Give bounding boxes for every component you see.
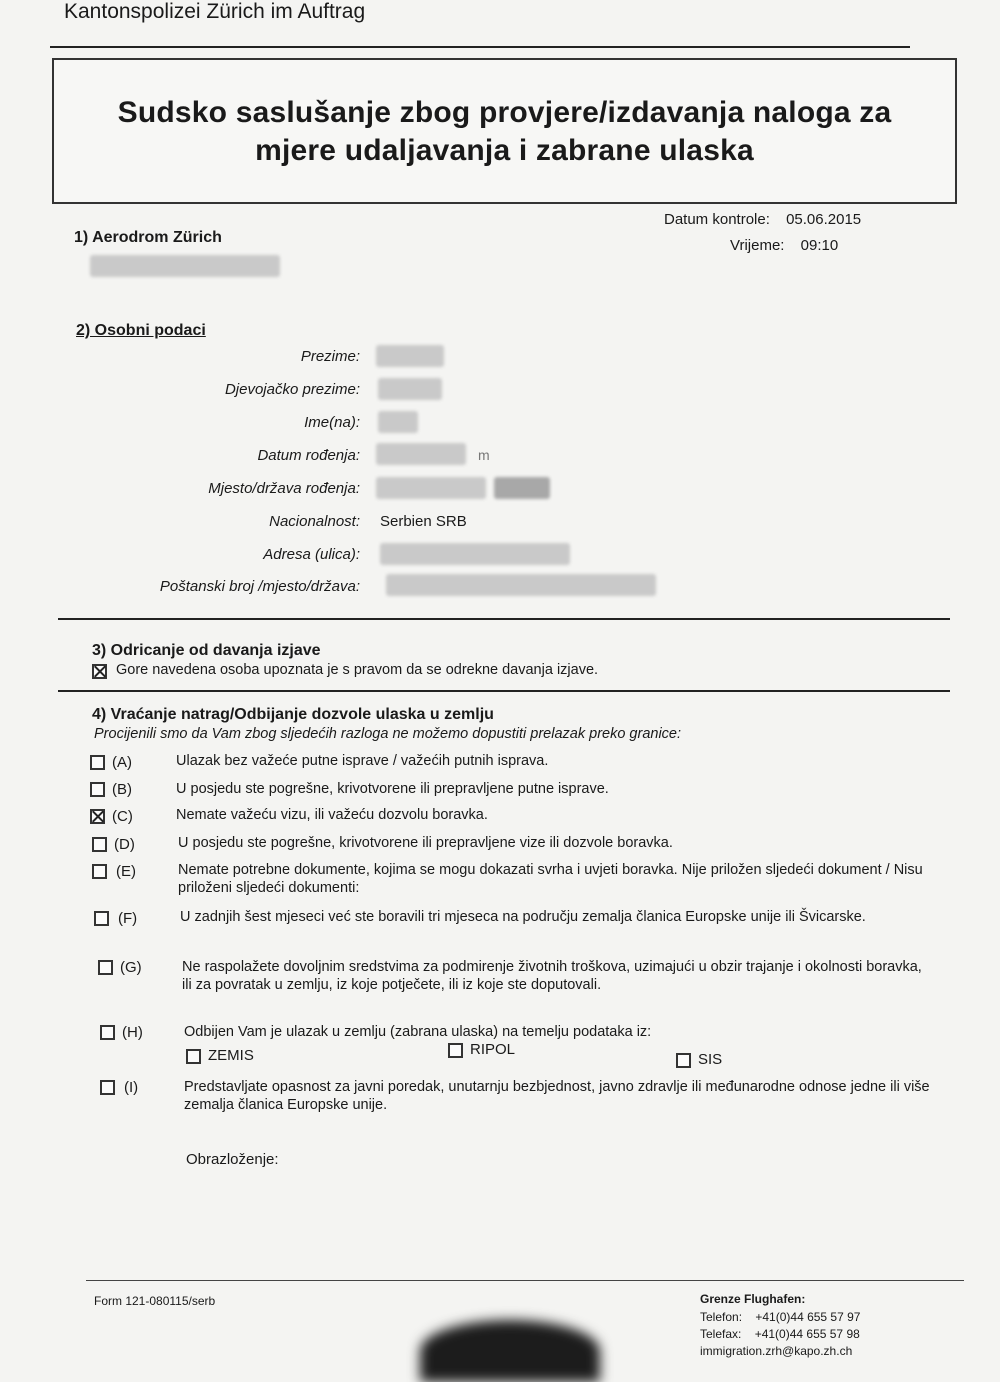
control-date-value: 05.06.2015 <box>786 211 862 228</box>
section2-title: 2) Osobni podaci <box>76 322 206 339</box>
contact-title: Grenze Flughafen: <box>700 1292 806 1306</box>
option-b-code: (B) <box>112 781 132 798</box>
fax-value: +41(0)44 655 57 98 <box>754 1327 860 1341</box>
nationality-value: Serbien SRB <box>380 513 467 530</box>
waiver-checkbox[interactable] <box>92 664 107 679</box>
redacted-birth-date <box>376 443 466 465</box>
section4-intro: Procijenili smo da Vam zbog sljedećih razloga ne možemo dopustiti prelazak preko granice: <box>94 726 682 742</box>
label-given-names: Ime(na): <box>304 414 360 431</box>
option-c-text: Nemate važeću vizu, ili važeću dozvolu boravka. <box>176 807 488 823</box>
title-line-2: mjere udaljavanja i zabrane ulaska <box>255 134 754 167</box>
waiver-statement: Gore navedena osoba upoznata je s pravom da se odrekne davanja izjave. <box>116 662 599 678</box>
label-postal: Poštanski broj /mjesto/država: <box>159 578 360 595</box>
option-d-code: (D) <box>114 836 135 853</box>
option-g-code: (G) <box>120 959 142 976</box>
header-rule <box>50 46 910 48</box>
option-d-checkbox[interactable] <box>92 837 107 852</box>
section-rule-2 <box>58 690 950 692</box>
contact-fax <box>700 1327 860 1341</box>
db-zemis-label: ZEMIS <box>208 1047 254 1064</box>
phone-value: +41(0)44 655 57 97 <box>755 1310 861 1324</box>
label-birth-place: Mjesto/država rođenja: <box>208 480 360 497</box>
option-a-checkbox[interactable] <box>90 755 105 770</box>
fax-label: Telefax: <box>700 1327 742 1341</box>
redacted-birth-country <box>494 477 550 499</box>
contact-email: immigration.zrh@kapo.zh.ch <box>700 1344 853 1358</box>
option-c-checkbox[interactable] <box>90 809 105 824</box>
section-rule-1 <box>58 618 950 620</box>
db-ripol-checkbox[interactable] <box>448 1043 463 1058</box>
footer-rule <box>86 1280 964 1281</box>
option-f-code: (F) <box>118 910 138 927</box>
justification-label: Obrazloženje: <box>186 1151 279 1168</box>
contact-phone <box>700 1310 860 1324</box>
header-organization: Kantonspolizei Zürich im Auftrag <box>64 0 366 23</box>
db-zemis-checkbox[interactable] <box>186 1049 201 1064</box>
redacted-location <box>90 255 280 277</box>
option-h-code: (H) <box>122 1024 143 1041</box>
section3-title: 3) Odricanje od davanja izjave <box>92 642 321 659</box>
option-c-code: (C) <box>112 808 133 825</box>
redacted-postal <box>386 574 656 596</box>
redacted-given-names <box>378 411 418 433</box>
option-a-text: Ulazak bez važeće putne isprave / važećih putnih isprava. <box>176 753 549 769</box>
phone-label: Telefon: <box>700 1310 743 1324</box>
control-time-value: 09:10 <box>800 237 839 254</box>
control-time-label: Vrijeme: <box>730 237 785 254</box>
option-d-text: U posjedu ste pogrešne, krivotvorene ili prepravljene vize ili dozvole boravka. <box>178 835 673 851</box>
label-birth-date: Datum rođenja: <box>257 447 360 464</box>
option-f-text: U zadnjih šest mjeseci već ste boravili tri mjeseca na području zemalja članica Europske unije ili Švicarske. <box>180 909 866 925</box>
option-h-checkbox[interactable] <box>100 1025 115 1040</box>
control-date-label: Datum kontrole: <box>664 211 770 228</box>
db-sis-label: SIS <box>698 1051 723 1068</box>
option-b-checkbox[interactable] <box>90 782 105 797</box>
option-i-code: (I) <box>124 1079 139 1096</box>
option-e-text: Nemate potrebne dokumente, kojima se mogu dokazati svrha i uvjeti boravka. Nije priložen sljedeći dokument / Nisu priloženi sljedeći dokumenti: <box>178 862 923 896</box>
birth-date-suffix: m <box>478 447 490 463</box>
redacted-maiden-name <box>378 378 442 400</box>
redacted-address <box>380 543 570 565</box>
title-box <box>52 58 957 204</box>
db-ripol-label: RIPOL <box>470 1041 516 1058</box>
title-line-1: Sudsko saslušanje zbog provjere/izdavanja naloga za <box>117 96 892 129</box>
label-surname: Prezime: <box>300 348 360 365</box>
option-f-checkbox[interactable] <box>94 911 109 926</box>
option-i-text: Predstavljate opasnost za javni poredak, unutarnju bezbjednost, javno zdravlje ili međunarodne odnose jedne ili više zemalja članica Europske unije. <box>184 1079 930 1113</box>
label-maiden-name: Djevojačko prezime: <box>224 381 360 398</box>
redacted-surname <box>376 345 444 367</box>
control-date <box>664 211 861 228</box>
option-h-text: Odbijen Vam je ulazak u zemlju (zabrana ulaska) na temelju podataka iz: <box>184 1024 652 1040</box>
db-sis-checkbox[interactable] <box>676 1053 691 1068</box>
option-g-text: Ne raspolažete dovoljnim sredstvima za podmirenje životnih troškova, uzimajući u obzir trajanje i okolnosti boravka, ili za povratak u zemlju, iz koje potječete, ili iz koje ste doputovali. <box>182 959 922 993</box>
section4-title: 4) Vraćanje natrag/Odbijanje dozvole ulaska u zemlju <box>92 706 494 723</box>
option-e-checkbox[interactable] <box>92 864 107 879</box>
option-a-code: (A) <box>112 754 132 771</box>
control-time <box>730 237 838 254</box>
redacted-birth-place <box>376 477 486 499</box>
section1-title: 1) Aerodrom Zürich <box>74 229 222 246</box>
label-address: Adresa (ulica): <box>263 546 360 563</box>
option-i-checkbox[interactable] <box>100 1080 115 1095</box>
option-g-checkbox[interactable] <box>98 960 113 975</box>
form-code: Form 121-080115/serb <box>94 1294 216 1308</box>
label-nationality: Nacionalnost: <box>269 513 360 530</box>
option-e-code: (E) <box>116 863 136 880</box>
option-b-text: U posjedu ste pogrešne, krivotvorene ili prepravljene putne isprave. <box>176 781 609 797</box>
bottom-shadow <box>420 1320 600 1382</box>
